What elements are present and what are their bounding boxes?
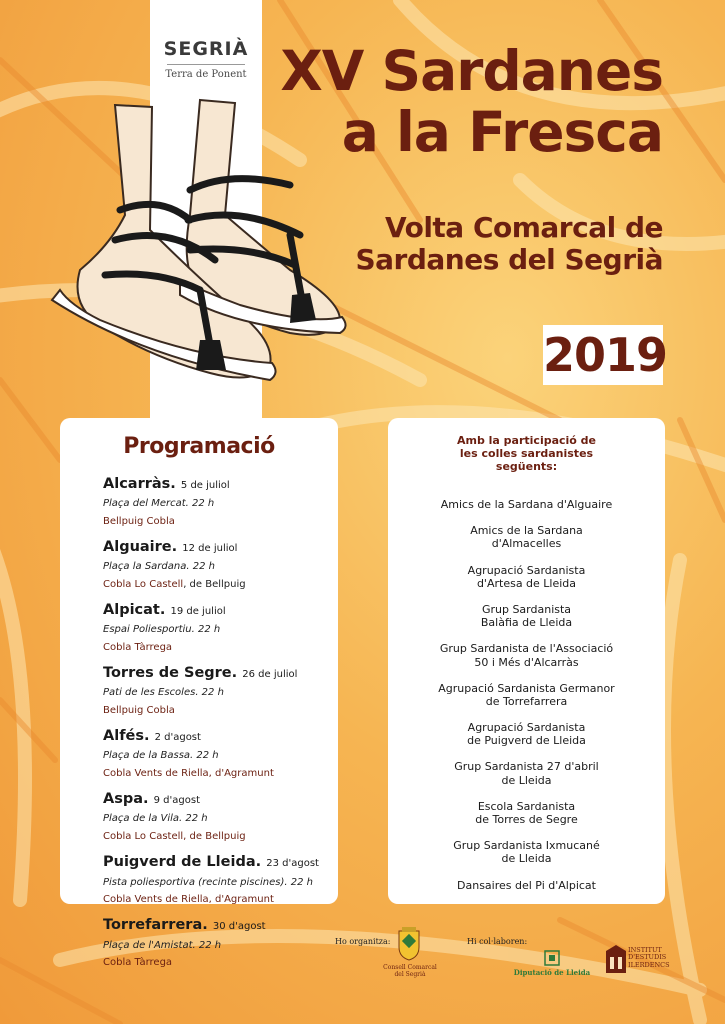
event-item: Torres de Segre. 26 de juliol Pati de les Escoles. 22 h Bellpuig Cobla bbox=[103, 665, 298, 717]
organizer-name: Consell Comarcal del Segrià bbox=[383, 964, 437, 978]
group-item: Agrupació Sardanista d'Artesa de Lleida bbox=[467, 563, 586, 590]
participacio-heading-line-3: següents: bbox=[495, 460, 558, 474]
event-item: Alfés. 2 d'agost Plaça de la Bassa. 22 h Cobla Vents de Riella, d'Agramunt bbox=[103, 728, 274, 780]
title-line-1: XV Sardanes bbox=[280, 39, 663, 103]
poster-title bbox=[280, 39, 663, 164]
event-item: Torrefarrera. 30 d'agost Plaça de l'Amistat. 22 h Cobla Tàrrega bbox=[103, 917, 266, 969]
event-date: 5 de juliol bbox=[180, 480, 230, 491]
iei-emblem-icon bbox=[604, 945, 628, 975]
event-item: Alpicat. 19 de juliol Espai Poliesportiu. 22 h Cobla Tàrrega bbox=[103, 602, 226, 654]
event-place: Plaça de la Vila. 22 h bbox=[103, 813, 208, 825]
event-place: Plaça de la Bassa. 22 h bbox=[103, 750, 219, 762]
event-cobla: Bellpuig Cobla bbox=[103, 516, 175, 528]
event-cobla: Cobla Vents de Riella, d'Agramunt bbox=[103, 768, 274, 780]
event-town: Aspa bbox=[103, 791, 144, 808]
poster-subtitle bbox=[355, 212, 663, 276]
event-cobla: Cobla Vents de Riella, d'Agramunt bbox=[103, 894, 274, 906]
programacio-heading: Programació bbox=[123, 434, 275, 459]
collaboren-label: Hi col·laboren: bbox=[467, 937, 528, 946]
event-place: Pati de les Escoles. 22 h bbox=[103, 687, 224, 699]
events-list bbox=[103, 474, 331, 978]
diputacio-name: Diputació de Lleida bbox=[513, 968, 591, 977]
year-badge: 2019 bbox=[543, 325, 663, 385]
event-town: Alfés bbox=[103, 728, 144, 745]
segria-logo bbox=[150, 38, 262, 80]
consell-comarcal-shield-icon bbox=[396, 927, 422, 961]
footer-sponsors bbox=[0, 925, 725, 1024]
event-date: 30 d'agost bbox=[212, 921, 266, 933]
event-date: 19 de juliol bbox=[170, 606, 226, 618]
group-item: Grup Sardanista Balàfia de Lleida bbox=[480, 602, 573, 630]
event-cobla: Cobla Tàrrega bbox=[103, 957, 173, 969]
group-item: Escola Sardanista de Torres de Segre bbox=[475, 799, 578, 826]
event-place: Plaça la Sardana. 22 h bbox=[103, 561, 215, 573]
diputacio-emblem-icon bbox=[543, 949, 561, 967]
iei-name: INSTITUT D'ESTUDIS ILERDENCS bbox=[628, 946, 670, 969]
event-place: Pista poliesportiva (recinte piscines). 22 h bbox=[103, 876, 313, 888]
participacio-panel bbox=[388, 418, 665, 904]
event-cobla: Cobla Lo Castell bbox=[103, 579, 184, 591]
event-item: Alguaire. 12 de juliol Plaça la Sardana. 22 h Cobla Lo Castell, de Bellpuig bbox=[103, 539, 246, 591]
event-item: Alcarràs. 5 de juliol Plaça del Mercat. 22 h Bellpuig Cobla bbox=[103, 476, 230, 528]
brand-name: SEGRIÀ bbox=[163, 38, 249, 60]
event-date: 26 de juliol bbox=[242, 669, 298, 681]
title-line-2: a la Fresca bbox=[341, 100, 663, 164]
event-town: Alcarràs bbox=[103, 476, 171, 492]
event-town: Torres de Segre bbox=[103, 665, 232, 682]
participacio-heading-line-2: les colles sardanistes bbox=[459, 447, 594, 461]
event-date: 2 d'agost bbox=[154, 732, 201, 744]
event-place: Plaça del Mercat. 22 h bbox=[103, 498, 215, 510]
organitza-label: Ho organitza: bbox=[335, 937, 391, 946]
group-item: Grup Sardanista 27 d'abril de Lleida bbox=[454, 760, 599, 787]
event-cobla: Bellpuig Cobla bbox=[103, 705, 175, 717]
group-item: Grup Sardanista Ixmucané de Lleida bbox=[453, 839, 600, 866]
event-place: Plaça de l'Amistat. 22 h bbox=[103, 939, 222, 951]
event-date: 23 d'agost bbox=[266, 858, 319, 870]
event-item: Aspa. 9 d'agost Plaça de la Vila. 22 h Cobla Lo Castell, de Bellpuig bbox=[103, 791, 246, 843]
event-date: 12 de juliol bbox=[182, 543, 238, 555]
programacio-panel bbox=[60, 418, 338, 969]
subtitle-line-1: Volta Comarcal de bbox=[384, 211, 663, 244]
groups-list bbox=[388, 498, 665, 905]
group-item: Grup Sardanista de l'Associació 50 i Més d'Alcarràs bbox=[439, 642, 614, 669]
event-cobla: Cobla Tàrrega bbox=[103, 642, 173, 654]
event-date: 9 d'agost bbox=[153, 795, 201, 807]
event-cobla-rest: , de Bellpuig bbox=[183, 579, 246, 591]
event-town: Alguaire bbox=[103, 539, 172, 556]
group-item: Amics de la Sardana d'Alguaire bbox=[440, 498, 613, 511]
event-town: Alpicat bbox=[103, 602, 160, 619]
subtitle-line-2: Sardanes del Segrià bbox=[355, 243, 663, 277]
group-item: Amics de la Sardana d'Almacelles bbox=[470, 524, 583, 551]
event-town: Torrefarrera bbox=[103, 917, 203, 934]
brand-tagline: Terra de Ponent bbox=[165, 69, 247, 80]
event-item: Puigverd de Lleida. 23 d'agost Pista poliesportiva (recinte piscines). 22 h Cobla Vents de Riella, d'Agramunt bbox=[103, 854, 319, 906]
group-item: Agrupació Sardanista Germanor de Torrefarrera bbox=[438, 681, 615, 708]
participacio-heading-line-1: Amb la participació de bbox=[456, 434, 597, 447]
participacio-heading bbox=[388, 434, 665, 474]
event-town: Puigverd de Lleida bbox=[103, 854, 256, 871]
event-cobla: Cobla Lo Castell, de Bellpuig bbox=[103, 831, 246, 843]
group-item: Agrupació Sardanista de Puigverd de Lleida bbox=[467, 721, 586, 748]
group-item: Dansaires del Pi d'Alpicat bbox=[457, 878, 596, 892]
event-place: Espai Poliesportiu. 22 h bbox=[103, 624, 221, 636]
